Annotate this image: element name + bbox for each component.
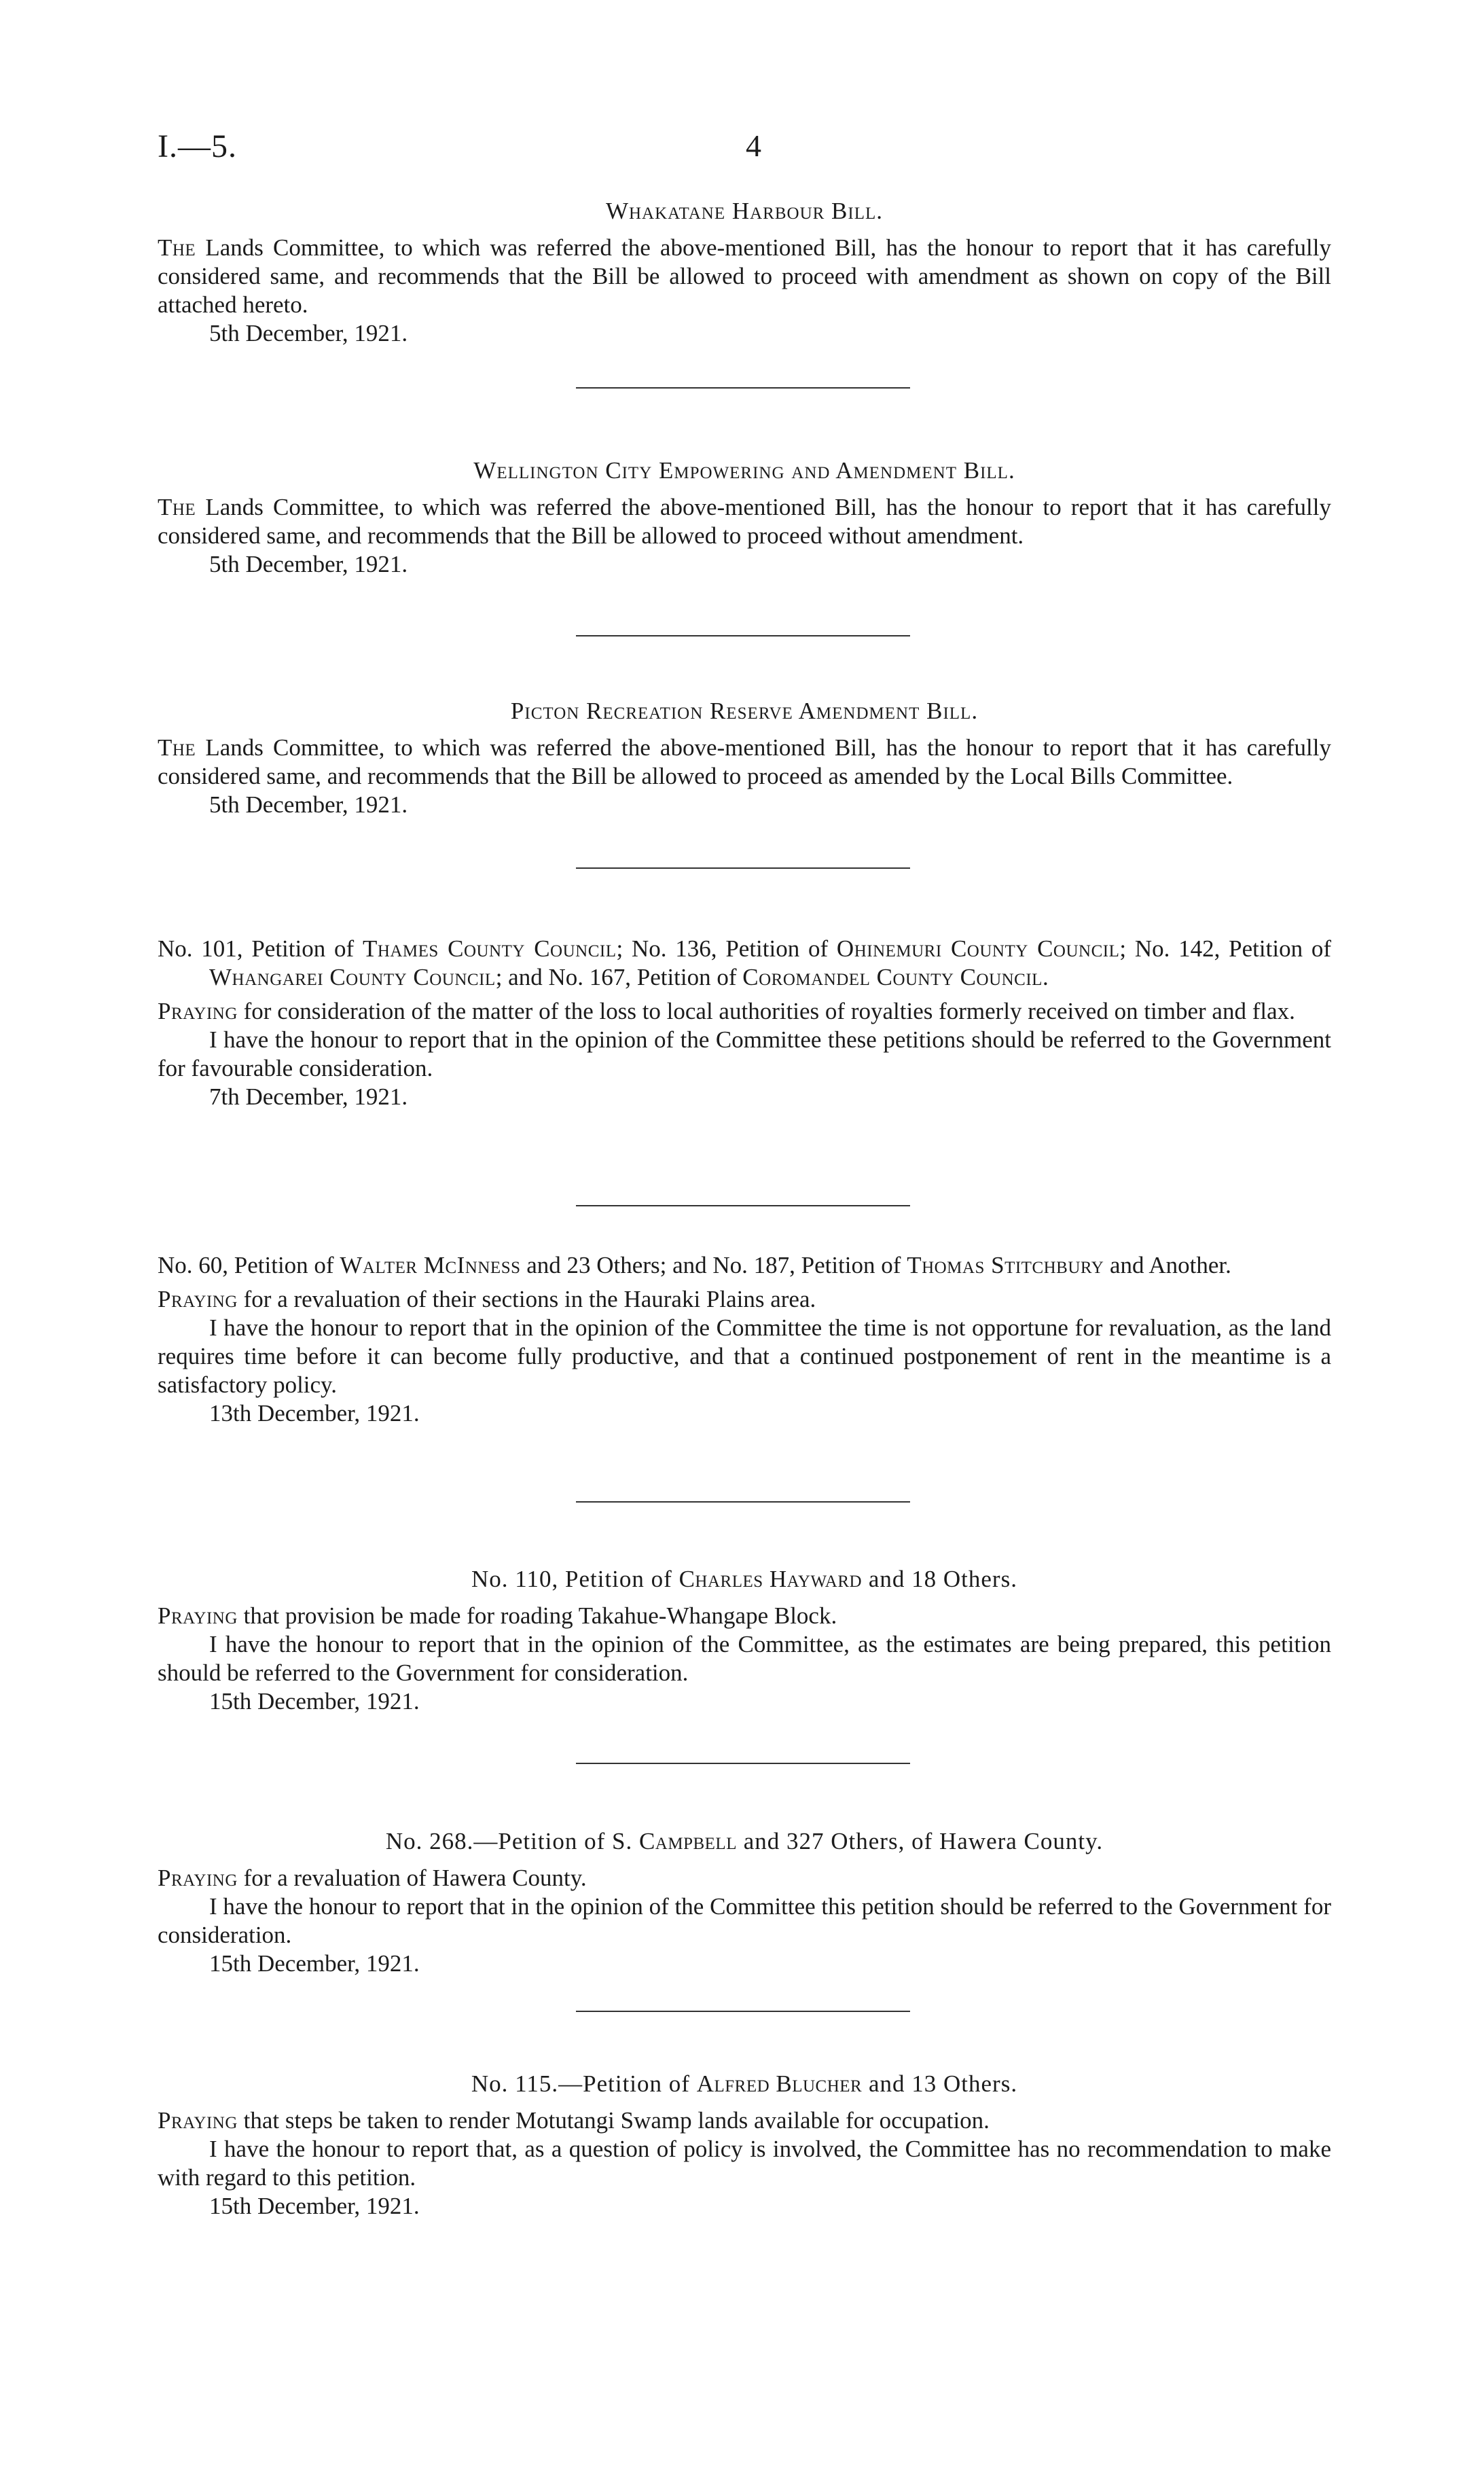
praying-text xyxy=(158,2106,1331,2135)
praying-text xyxy=(158,1602,1331,1630)
heading-text: and 18 Others. xyxy=(862,1566,1017,1592)
report-date: 15th December, 1921. xyxy=(209,1950,420,1977)
heading-text: No. 268.—Petition of S. xyxy=(385,1828,639,1854)
report-date: 15th December, 1921. xyxy=(209,2193,420,2219)
report-date: 15th December, 1921. xyxy=(209,1688,420,1714)
report-text xyxy=(158,234,1331,319)
petition-heading xyxy=(158,1564,1331,1595)
report-date: 5th December, 1921. xyxy=(209,791,408,818)
report-text xyxy=(158,493,1331,550)
bill-report-whakatane xyxy=(158,196,1331,348)
section-divider xyxy=(576,1501,910,1503)
page-number: 4 xyxy=(746,128,761,163)
lead-word: The xyxy=(158,734,196,761)
praying-body: for consideration of the matter of the loss to local authorities of royalties formerly received on timber and flax. xyxy=(237,998,1295,1024)
lead-word: Praying xyxy=(158,998,238,1024)
lead-word: The xyxy=(158,494,196,520)
report-text xyxy=(158,734,1331,791)
bill-title: Whakatane Harbour Bill. xyxy=(605,198,884,224)
section-divider xyxy=(576,2011,910,2012)
petitioner-name: Ohinemuri County Council xyxy=(836,935,1120,962)
heading-text: No. 60, Petition of xyxy=(158,1252,340,1278)
report-text: I have the honour to report that in the opinion of the Committee these petitions should be referred to the Government for favourable consideration. xyxy=(158,1026,1331,1081)
petition-hayward xyxy=(158,1564,1331,1716)
praying-body: for a revaluation of Hawera County. xyxy=(237,1865,587,1891)
petition-heading xyxy=(158,1251,1331,1280)
petitioner-name: Campbell xyxy=(638,1828,737,1854)
petition-county-councils xyxy=(158,935,1331,1111)
heading-text: ; No. 136, Petition of xyxy=(616,935,837,962)
petitioner-name: Walter McInness xyxy=(340,1252,521,1278)
report-body: Lands Committee, to which was referred the above-mentioned Bill, has the honour to report that it has carefully considered same, and recommends that the Bill be allowed to proceed with amendment as shown on copy of the Bill attached hereto. xyxy=(158,234,1331,318)
petition-blucher xyxy=(158,2068,1331,2221)
heading-text: No. 115.—Petition of xyxy=(471,2070,697,2097)
heading-text: . xyxy=(1042,964,1049,990)
section-divider xyxy=(576,867,910,869)
heading-text: ; No. 142, Petition of xyxy=(1119,935,1332,962)
lead-word: Praying xyxy=(158,1865,238,1891)
praying-body: that steps be taken to render Motutangi Swamp lands available for occupation. xyxy=(237,2107,990,2134)
praying-body: for a revaluation of their sections in the Hauraki Plains area. xyxy=(237,1286,816,1312)
petition-heading xyxy=(158,935,1331,992)
heading-text: and 327 Others, of Hawera County. xyxy=(736,1828,1104,1854)
report-date: 5th December, 1921. xyxy=(209,320,408,346)
petition-mcinness xyxy=(158,1251,1331,1428)
section-divider xyxy=(576,1763,910,1764)
petitioner-name: Alfred Blucher xyxy=(696,2070,863,2097)
bill-report-picton xyxy=(158,696,1331,819)
lead-word: The xyxy=(158,234,196,261)
praying-body: that provision be made for roading Takahue-Whangape Block. xyxy=(237,1602,837,1629)
report-text: I have the honour to report that, as a question of policy is involved, the Committee has no recommendation to make with regard to this petition. xyxy=(158,2136,1331,2191)
heading-text: No. 110, Petition of xyxy=(471,1566,679,1592)
petitioner-name: Thames County Council xyxy=(362,935,617,962)
petitioner-name: Thomas Stitchbury xyxy=(907,1252,1104,1278)
lead-word: Praying xyxy=(158,1286,238,1312)
lead-word: Praying xyxy=(158,1602,238,1629)
praying-text xyxy=(158,997,1331,1026)
report-text: I have the honour to report that in the opinion of the Committee, as the estimates are being prepared, this petition should be referred to the Government for consideration. xyxy=(158,1631,1331,1686)
bill-title: Picton Recreation Reserve Amendment Bill. xyxy=(510,698,979,724)
heading-text: ; and No. 167, Petition of xyxy=(495,964,743,990)
praying-text xyxy=(158,1864,1331,1892)
section-divider xyxy=(576,635,910,636)
heading-text: and Another. xyxy=(1104,1252,1231,1278)
petition-heading xyxy=(158,1826,1331,1857)
document-reference: I.—5. xyxy=(158,128,237,164)
section-divider xyxy=(576,1205,910,1206)
petitioner-name: Whangarei County Council xyxy=(209,964,496,990)
report-date: 7th December, 1921. xyxy=(209,1083,408,1110)
report-body: Lands Committee, to which was referred the above-mentioned Bill, has the honour to report that it has carefully considered same, and recommends that the Bill be allowed to proceed without amendment. xyxy=(158,494,1331,549)
bill-title: Wellington City Empowering and Amendment Bill. xyxy=(473,457,1015,484)
section-divider xyxy=(576,387,910,389)
report-body: Lands Committee, to which was referred the above-mentioned Bill, has the honour to report that it has carefully considered same, and recommends that the Bill be allowed to proceed as amended by the Local Bills Committee. xyxy=(158,734,1331,789)
lead-word: Praying xyxy=(158,2107,238,2134)
report-date: 5th December, 1921. xyxy=(209,551,408,577)
petitioner-name: Coromandel County Council xyxy=(742,964,1043,990)
petitioner-name: Charles Hayward xyxy=(678,1566,863,1592)
heading-text: and 23 Others; and No. 187, Petition of xyxy=(520,1252,907,1278)
petition-heading xyxy=(158,2068,1331,2100)
report-text: I have the honour to report that in the opinion of the Committee the time is not opportune for revaluation, as the land requires time before it can become fully productive, and that a continued postponement of rent in the meantime is a satisfactory policy. xyxy=(158,1314,1331,1398)
heading-text: and 13 Others. xyxy=(862,2070,1018,2097)
report-text: I have the honour to report that in the opinion of the Committee this petition should be referred to the Government for consideration. xyxy=(158,1893,1331,1948)
heading-text: No. 101, Petition of xyxy=(158,935,363,962)
praying-text xyxy=(158,1285,1331,1314)
bill-report-wellington xyxy=(158,455,1331,579)
petition-campbell xyxy=(158,1826,1331,1978)
report-date: 13th December, 1921. xyxy=(209,1400,420,1426)
